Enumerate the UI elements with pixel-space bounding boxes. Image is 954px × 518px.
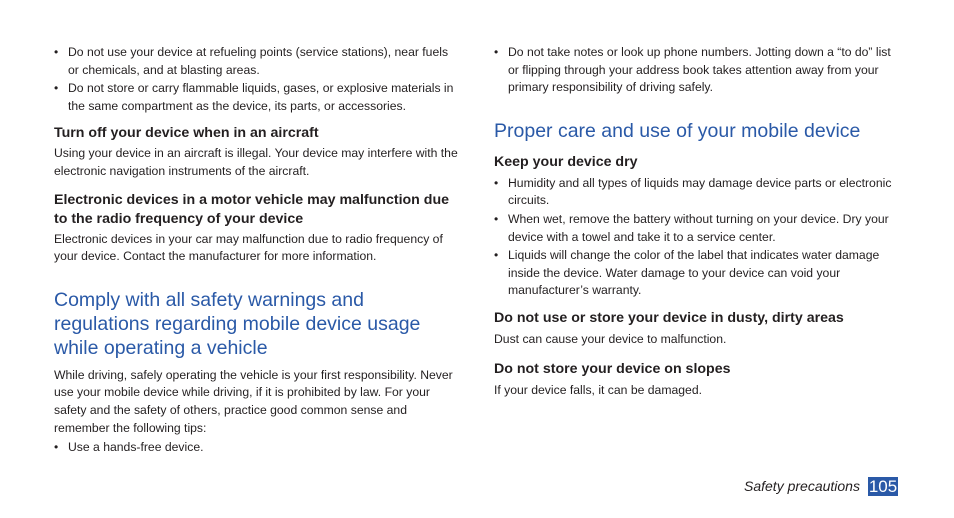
bullet-icon: • (54, 81, 59, 96)
list-item: • Liquids will change the color of the label that indicates water damage inside the device. Water damage to your device can void your manufacturer’s warranty. (494, 248, 880, 298)
list-item: • Do not store or carry flammable liquids, gases, or explosive materials in the same compartment as the device, its parts, or accessories. (54, 81, 454, 113)
slopes-heading: Do not store your device on slopes (494, 360, 731, 377)
vehicle-heading: Electronic devices in a motor vehicle may malfunction due to the radio frequency of your device (54, 191, 450, 227)
vehicle-body: Electronic devices in your car may malfunction due to radio frequency of your device. Contact the manufacturer for more information. (54, 231, 443, 264)
bullet-icon: • (494, 175, 499, 190)
comply-body: While driving, safely operating the vehicle is your first responsibility. Never use your mobile device while driving, if it is prohibited by law. For your safety and the safety of others, practice good common sense and remember the following tips: (54, 367, 453, 435)
fuel-bullets (54, 44, 458, 115)
bullet-icon: • (54, 45, 59, 59)
list-item: • When wet, remove the battery without turning on your device. Dry your device with a towel and take it to a service center. (494, 211, 889, 244)
dusty-body: Dust can cause your device to malfunction. (494, 331, 727, 346)
list-item: • Do not take notes or look up phone numbers. Jotting down a “to do” list or flipping through your address book takes attention away from your primary responsibility of driving safely. (494, 45, 891, 95)
dry-heading: Keep your device dry (494, 153, 638, 170)
dry-bullets (494, 175, 894, 300)
list-item: • Humidity and all types of liquids may damage device parts or electronic circuits. (494, 175, 892, 208)
aircraft-heading: Turn off your device when in an aircraft (54, 125, 319, 142)
bullet-icon: • (54, 440, 59, 455)
dusty-heading: Do not use or store your device in dusty, dirty areas (494, 309, 844, 326)
driving-bullets (494, 44, 894, 97)
bullet-icon: • (494, 248, 499, 263)
list-item: • Do not use your device at refueling points (service stations), near fuels or chemicals, and at blasting areas. (54, 45, 449, 77)
page-number: 105 (868, 477, 898, 496)
footer-section-label: Safety precautions (744, 478, 860, 494)
list-item: • Use a hands-free device. (54, 439, 458, 457)
bullet-icon: • (494, 45, 499, 59)
care-section-title: Proper care and use of your mobile device (494, 119, 861, 142)
comply-bullets (54, 439, 458, 457)
aircraft-body: Using your device in an aircraft is illegal. Your device may interfere with the electronic navigation instruments of the aircraft. (54, 146, 458, 178)
left-column (54, 44, 458, 458)
slopes-body: If your device falls, it can be damaged. (494, 382, 702, 397)
comply-section-title: Comply with all safety warnings and regulations regarding mobile device usage while operating a vehicle (54, 288, 421, 359)
bullet-icon: • (494, 211, 499, 226)
right-column (494, 44, 894, 399)
